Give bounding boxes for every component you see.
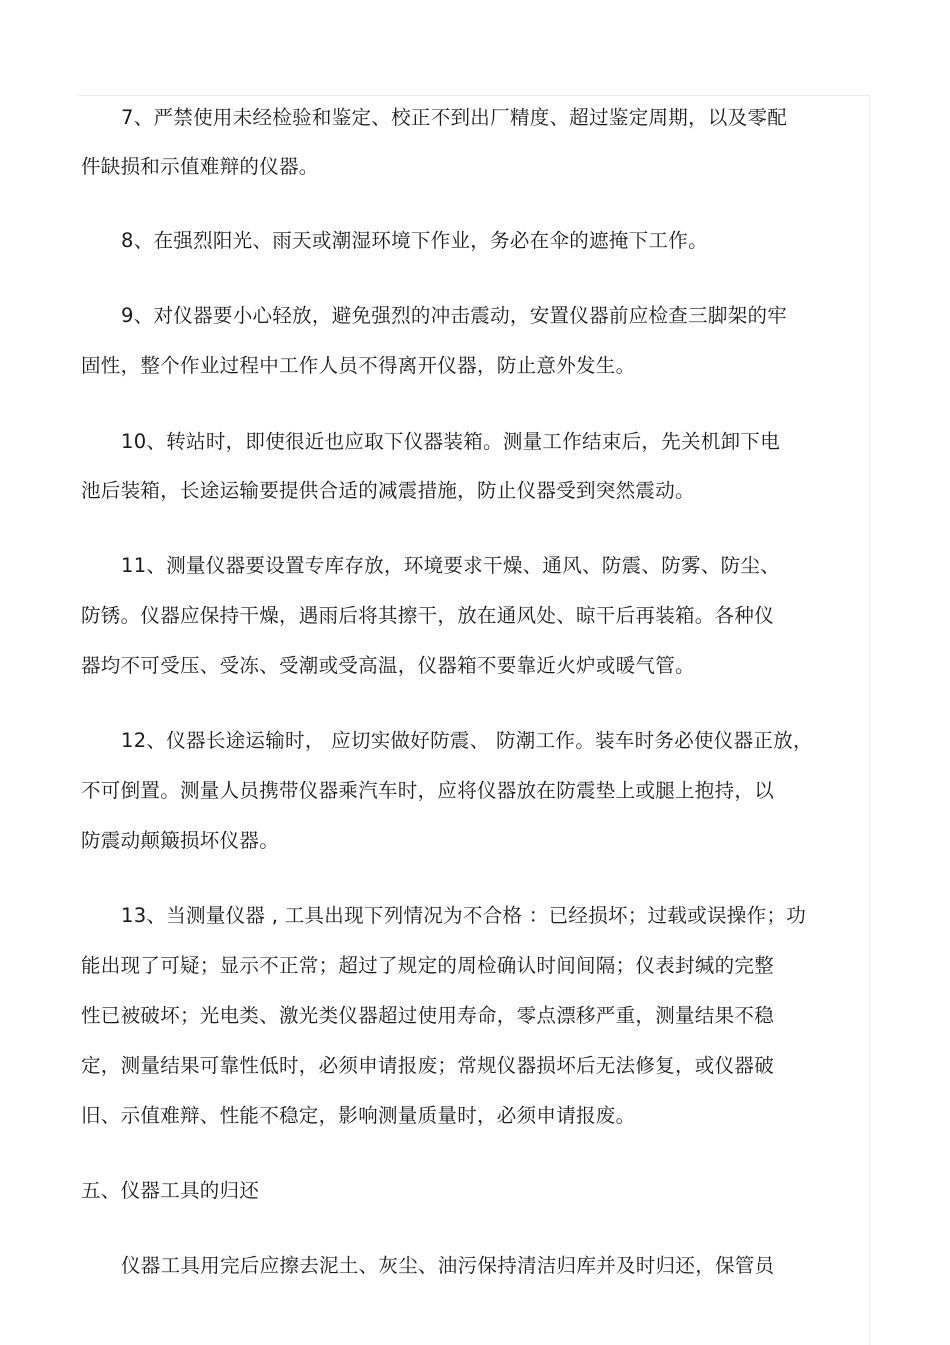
item-12-line-2: 不可倒置。测量人员携带仪器乘汽车时，应将仪器放在防震垫上或腿上抱持，以 xyxy=(81,779,775,802)
item-13-line-1: 13、当测量仪器 , 工具出现下列情况为不合格 ：已经损坏；过载或误操作；功 xyxy=(121,904,807,927)
item-7-line-1: 7、严禁使用未经检验和鉴定、校正不到出厂精度、超过鉴定周期，以及零配 xyxy=(121,106,788,129)
item-13-line-5: 旧、示值难辩、性能不稳定，影响测量质量时，必须申请报废。 xyxy=(81,1104,636,1127)
item-12-line-3: 防震动颠簸损坏仪器。 xyxy=(81,829,280,852)
page-frame xyxy=(78,95,870,1345)
item-8-line-1: 8、在强烈阳光、雨天或潮湿环境下作业，务必在伞的遮掩下工作。 xyxy=(121,229,708,252)
item-11-line-1: 11、测量仪器要设置专库存放，环境要求干燥、通风、防震、防雾、防尘、 xyxy=(121,554,781,577)
item-11-line-2: 防锈。仪器应保持干燥，遇雨后将其擦干，放在通风处、晾干后再装箱。各种仪 xyxy=(81,604,775,627)
section-5-line-1: 仪器工具用完后应擦去泥土、灰尘、油污保持清洁归库并及时归还，保管员 xyxy=(121,1254,775,1277)
item-9-line-2: 固性，整个作业过程中工作人员不得离开仪器，防止意外发生。 xyxy=(81,354,636,377)
item-10-line-2: 池后装箱，长途运输要提供合适的减震措施，防止仪器受到突然震动。 xyxy=(81,479,695,502)
item-13-line-3: 性已被破坏；光电类、激光类仪器超过使用寿命，零点漂移严重，测量结果不稳 xyxy=(81,1004,775,1027)
item-7-line-2: 件缺损和示值难辩的仪器。 xyxy=(81,155,319,178)
item-10-line-1: 10、转站时，即使很近也应取下仪器装箱。测量工作结束后，先关机卸下电 xyxy=(121,430,781,453)
item-11-line-3: 器均不可受压、受冻、受潮或受高温，仪器箱不要靠近火炉或暖气管。 xyxy=(81,654,695,677)
item-13-line-4: 定，测量结果可靠性低时，必须申请报废；常规仪器损坏后无法修复，或仪器破 xyxy=(81,1054,775,1077)
item-9-line-1: 9、对仪器要小心轻放，避免强烈的冲击震动，安置仪器前应检查三脚架的牢 xyxy=(121,304,788,327)
item-13-line-2: 能出现了可疑；显示不正常；超过了规定的周检确认时间间隔；仪表封缄的完整 xyxy=(81,954,775,977)
item-12-line-1: 12、仪器长途运输时， 应切实做好防震、 防潮工作。装车时务必使仪器正放， xyxy=(121,729,813,752)
section-heading: 五、仪器工具的归还 xyxy=(81,1179,260,1202)
